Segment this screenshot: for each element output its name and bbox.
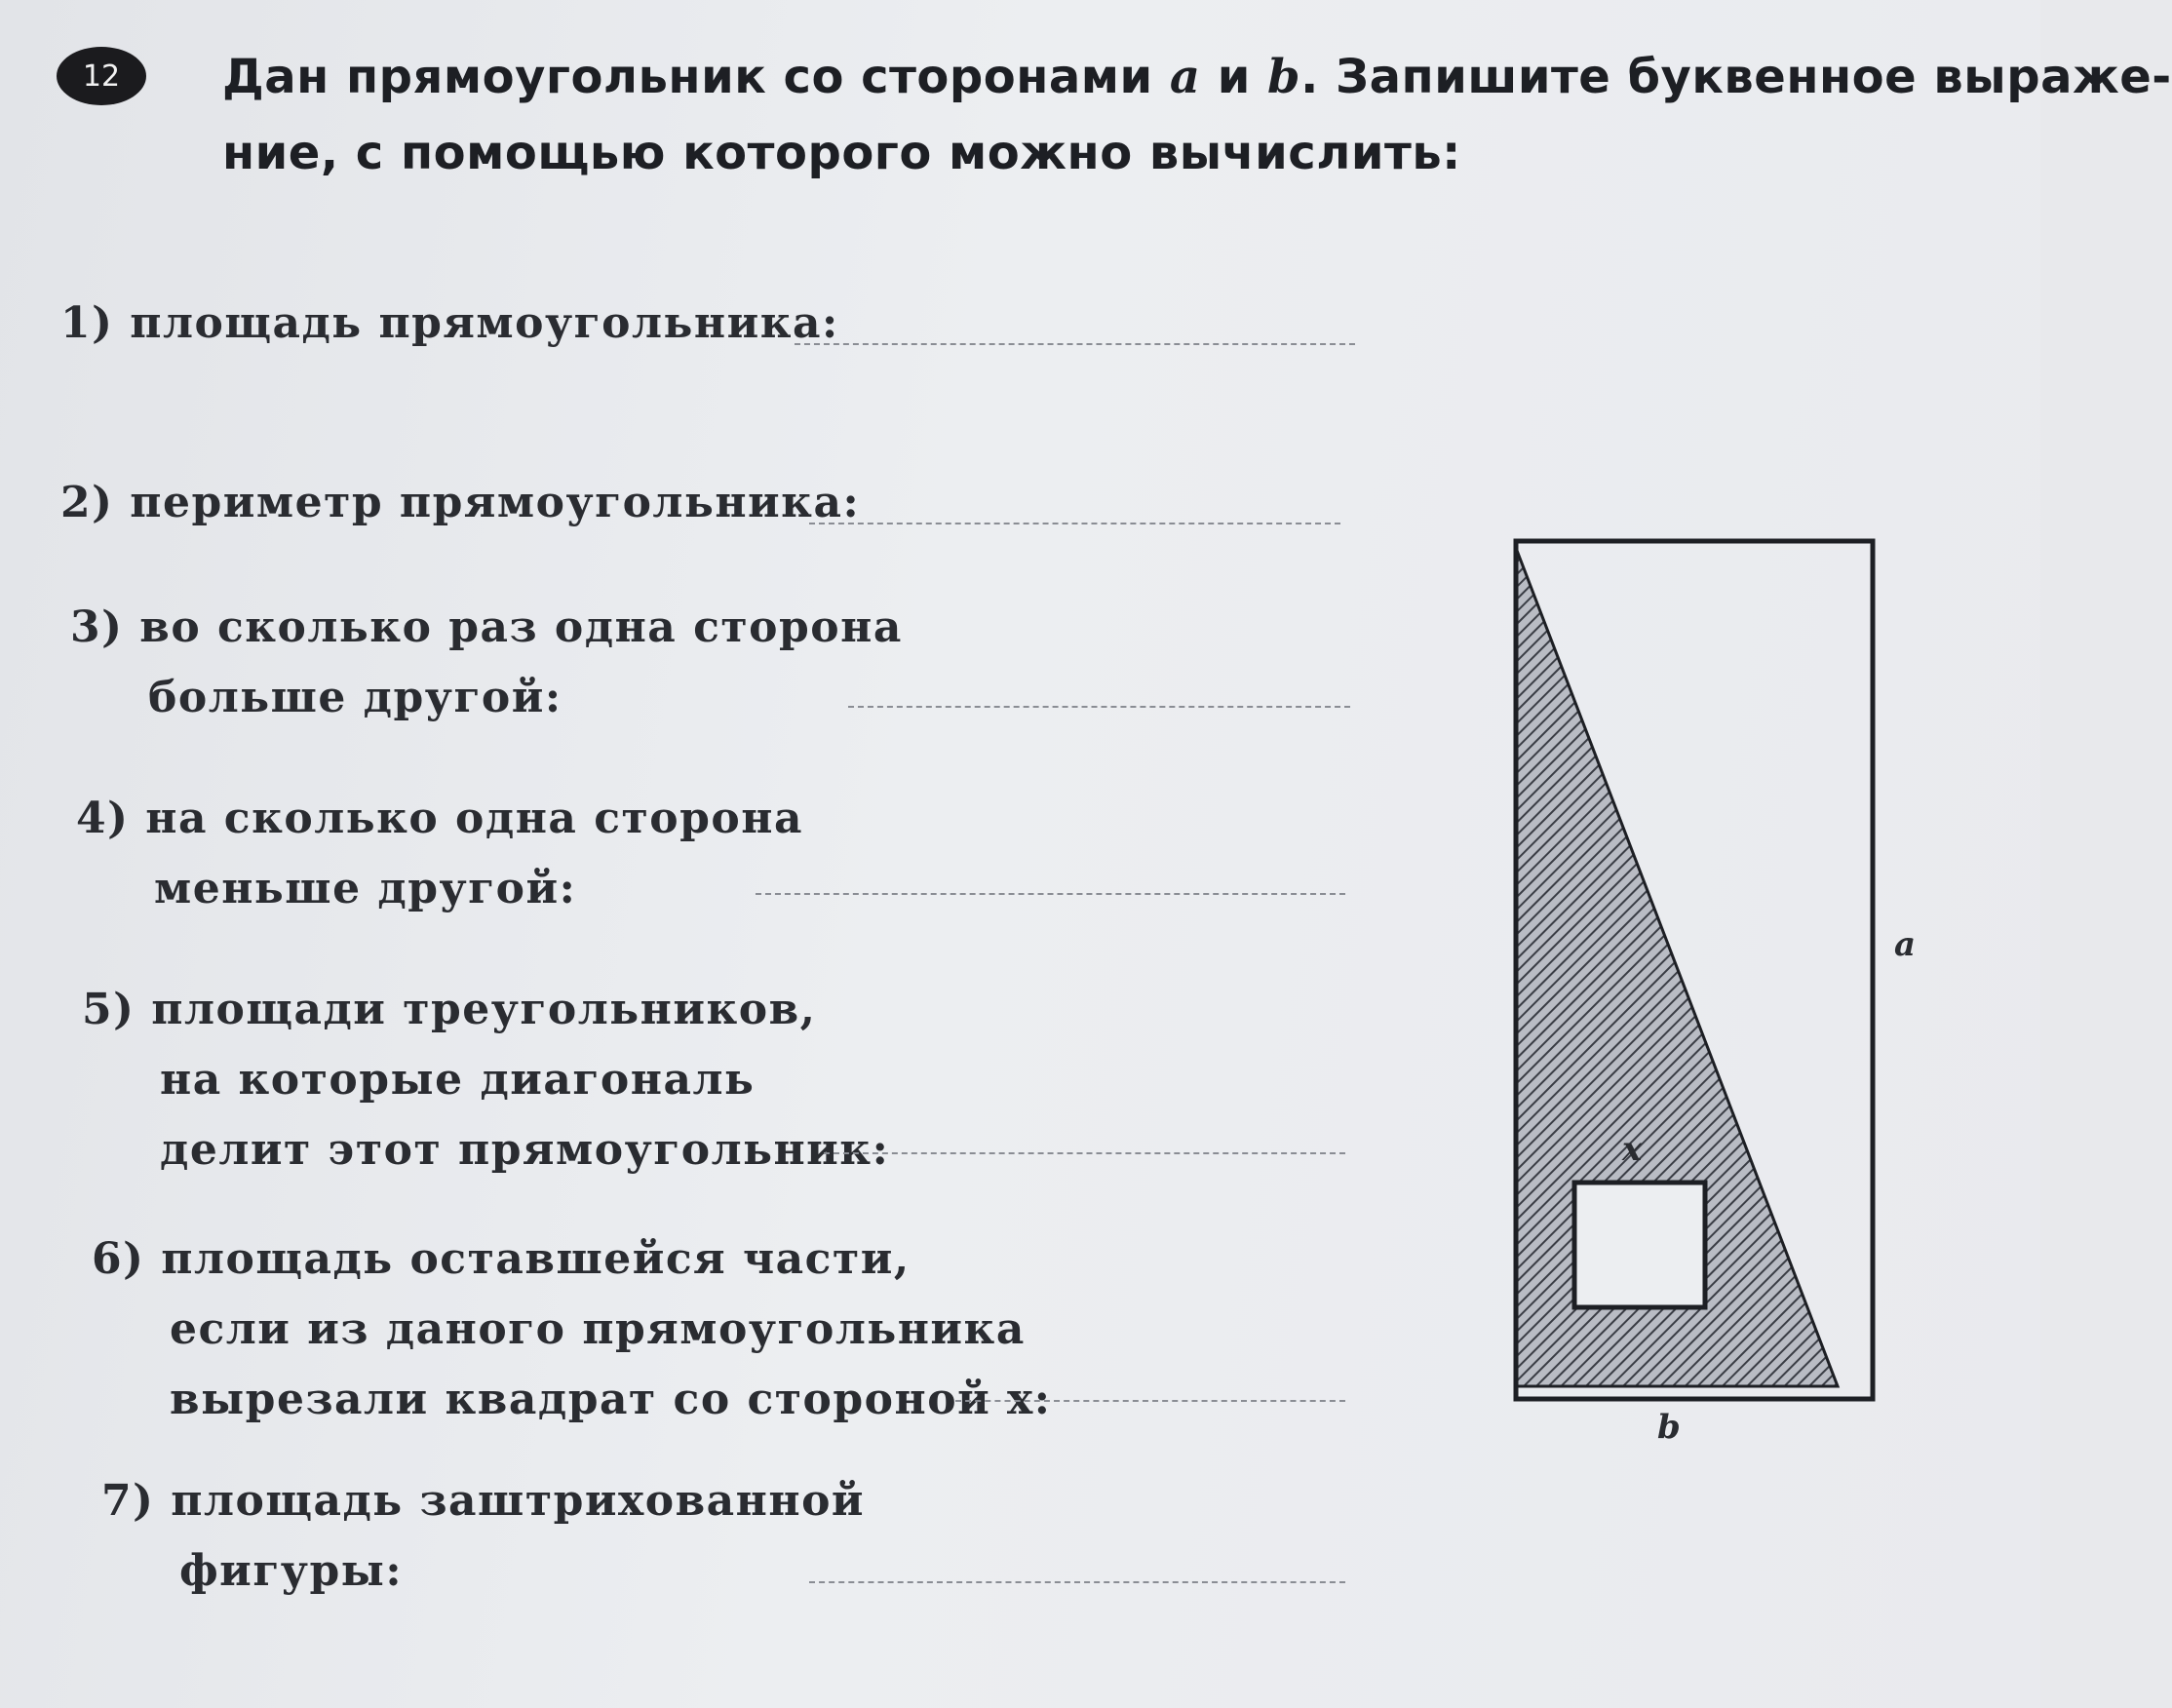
task-number-badge bbox=[57, 47, 146, 105]
question-4-line-1: 4) на сколько одна сторона bbox=[76, 794, 803, 843]
task-header-line2: ние, с помощью которого можно вычислить: bbox=[222, 126, 1461, 180]
question-3-line-1: 3) во сколько раз одна сторона bbox=[70, 602, 903, 652]
answer-blank-6[interactable] bbox=[955, 1400, 1345, 1402]
cut-square bbox=[1574, 1183, 1705, 1307]
task-header-text-1: Дан прямоугольник со сторонами bbox=[222, 50, 1170, 104]
answer-blank-3[interactable] bbox=[848, 706, 1350, 708]
question-6-line-3: вырезали квадрат со стороной x: bbox=[170, 1375, 1052, 1424]
answer-blank-5[interactable] bbox=[824, 1152, 1345, 1154]
question-4-line-2: меньше другой: bbox=[154, 864, 577, 913]
question-7-line-2: фигуры: bbox=[179, 1546, 404, 1596]
answer-blank-4[interactable] bbox=[756, 893, 1345, 895]
square-label-x: x bbox=[1622, 1130, 1643, 1169]
task-header-text-3: . Запишите буквенное выраже- bbox=[1300, 50, 2172, 104]
side-label-b: b bbox=[1657, 1408, 1681, 1447]
question-3-line-2: больше другой: bbox=[148, 673, 562, 722]
answer-blank-1[interactable] bbox=[795, 343, 1355, 345]
variable-a: a bbox=[1169, 50, 1201, 104]
answer-blank-7[interactable] bbox=[809, 1581, 1345, 1583]
answer-blank-2[interactable] bbox=[809, 523, 1340, 524]
task-header-text-2: и bbox=[1200, 50, 1268, 104]
question-item-3 bbox=[70, 593, 903, 733]
question-item-1 bbox=[60, 289, 839, 359]
question-item-5 bbox=[82, 975, 889, 1185]
question-item-6 bbox=[92, 1224, 1052, 1435]
variable-b: b bbox=[1267, 50, 1301, 104]
question-item-2 bbox=[60, 468, 860, 538]
question-5-line-3: делит этот прямоугольник: bbox=[160, 1125, 890, 1175]
question-item-4 bbox=[76, 784, 803, 924]
question-6-line-1: 6) площадь оставшейся части, bbox=[92, 1234, 911, 1284]
question-1-line-1: 1) площадь прямоугольника: bbox=[60, 298, 839, 348]
question-5-line-2: на которые диагональ bbox=[160, 1055, 756, 1105]
task-number: 12 bbox=[82, 58, 121, 94]
question-item-7 bbox=[101, 1466, 865, 1607]
side-label-a: a bbox=[1894, 925, 1917, 964]
question-5-line-1: 5) площади треугольников, bbox=[82, 985, 817, 1034]
question-7-line-1: 7) площадь заштрихованной bbox=[101, 1476, 866, 1526]
task-header bbox=[222, 39, 2172, 191]
rectangle-figure bbox=[1501, 526, 1930, 1462]
task-header-line1 bbox=[222, 39, 2172, 115]
question-2-line-1: 2) периметр прямоугольника: bbox=[60, 478, 861, 527]
question-6-line-2: если из даного прямоугольника bbox=[170, 1304, 1026, 1354]
